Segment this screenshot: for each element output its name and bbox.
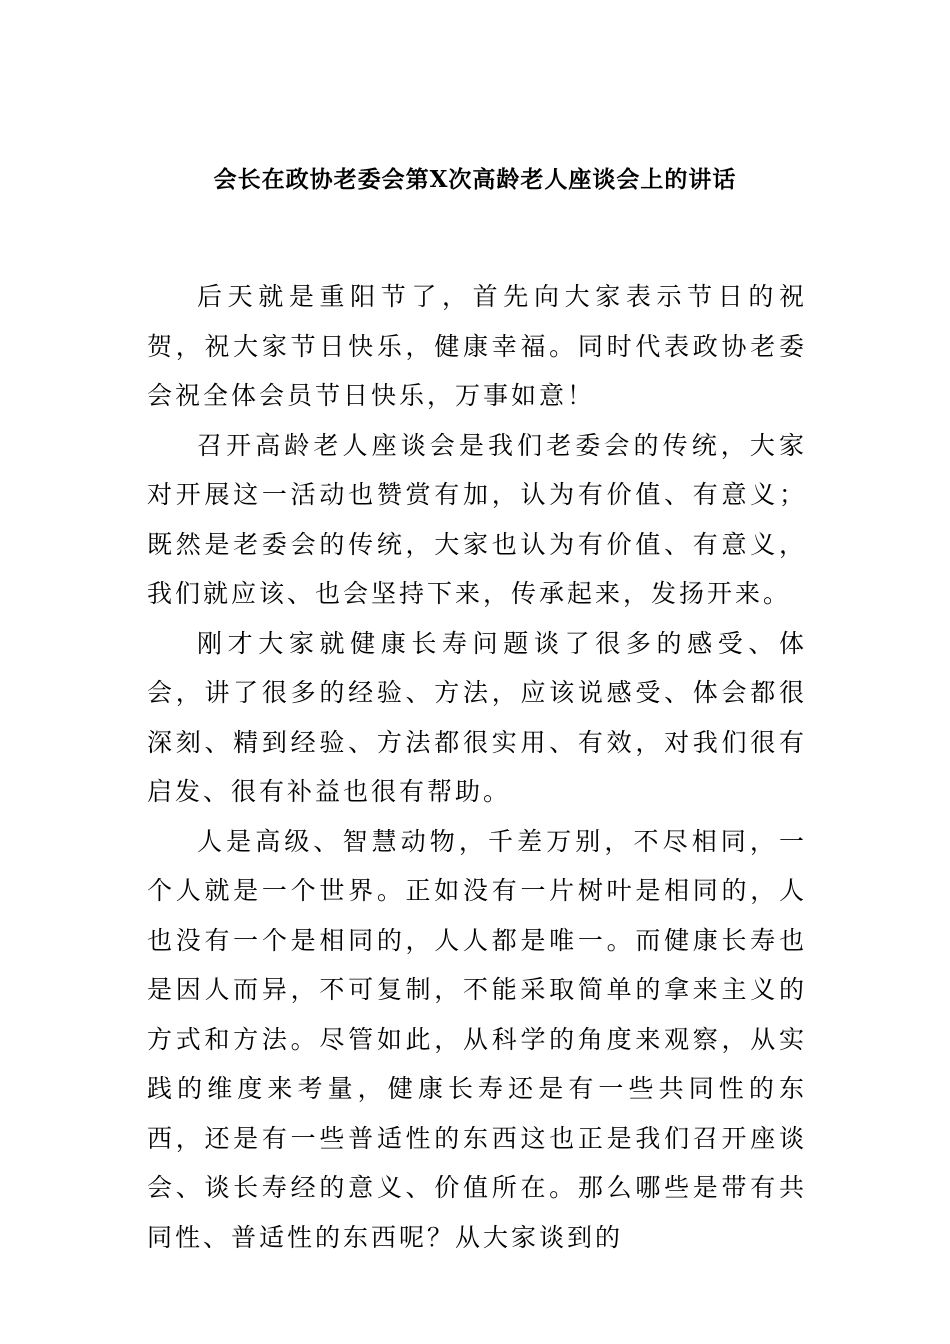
document-body	[147, 272, 807, 1262]
paragraph-4: 人是高级、智慧动物，千差万别，不尽相同，一个人就是一个世界。正如没有一片树叶是相同的，人也没有一个是相同的，人人都是唯一。而健康长寿也是因人而异，不可复制，不能采取简单的拿来主义的方式和方法。尽管如此，从科学的角度来观察，从实践的维度来考量，健康长寿还是有一些共同性的东西，还是有一些普适性的东西这也正是我们召开座谈会、谈长寿经的意义、价值所在。那么哪些是带有共同性、普适性的东西呢？从大家谈到的	[147, 826, 807, 1252]
paragraph-2: 召开高龄老人座谈会是我们老委会的传统，大家对开展这一活动也赞赏有加，认为有价值、有意义；既然是老委会的传统，大家也认为有价值、有意义，我们就应该、也会坚持下来，传承起来，发扬开来。	[147, 430, 807, 608]
document-title: 会长在政协老委会第X次高龄老人座谈会上的讲话	[213, 166, 737, 193]
paragraph-1: 后天就是重阳节了，首先向大家表示节日的祝贺，祝大家节日快乐，健康幸福。同时代表政协老委会祝全体会员节日快乐，万事如意！	[147, 282, 807, 410]
paragraph-3: 刚才大家就健康长寿问题谈了很多的感受、体会，讲了很多的经验、方法，应该说感受、体会都很深刻、精到经验、方法都很实用、有效，对我们很有启发、很有补益也很有帮助。	[147, 628, 807, 806]
